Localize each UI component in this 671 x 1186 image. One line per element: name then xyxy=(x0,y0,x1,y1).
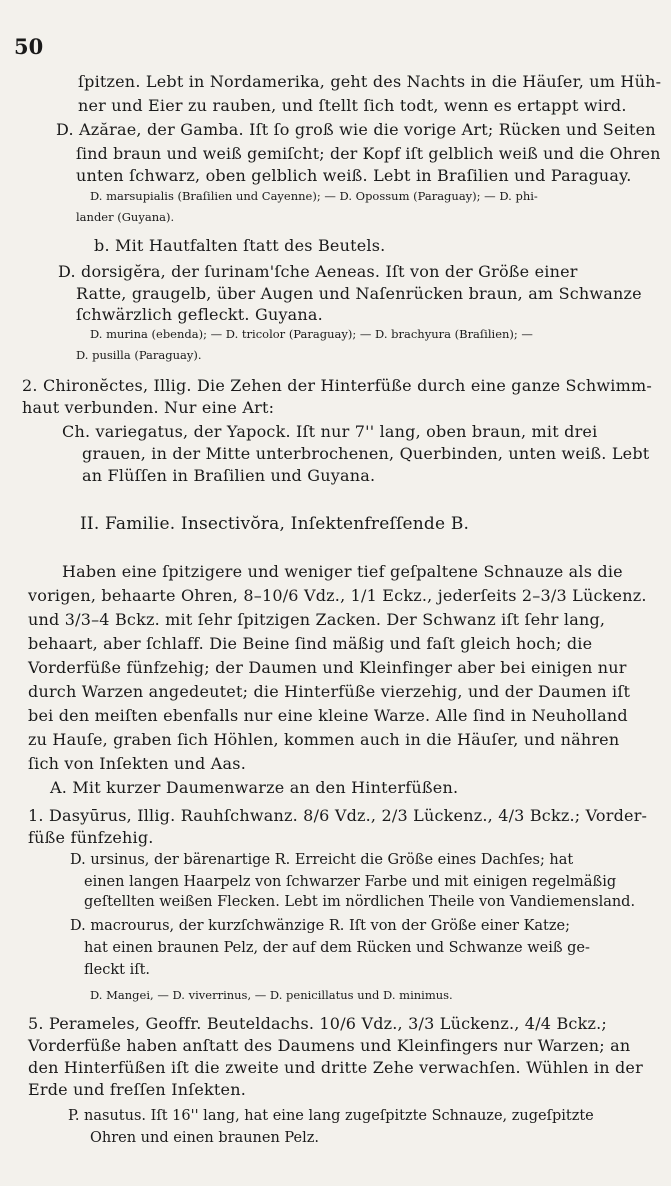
text-line: hat einen braunen Pelz, der auf dem Rücken und Schwanze weiß ge- xyxy=(84,940,590,956)
text-line: einen langen Haarpelz von ſchwarzer Farbe und mit einigen regelmäßig xyxy=(84,874,617,890)
text-line: Vorderfüße fünfzehig; der Daumen und Kleinfinger aber bei einigen nur xyxy=(28,658,627,677)
family-heading: II. Familie. Insectivŏra, Inſektenfreſſende B. xyxy=(80,514,470,534)
genus-entry: 2. Chironĕctes, Illig. Die Zehen der Hinterfüße durch eine ganze Schwimm- xyxy=(22,376,652,395)
text-line: zu Hauſe, graben ſich Höhlen, kommen auch in die Häuſer, und nähren xyxy=(28,730,620,749)
text-line: behaart, aber ſchlaff. Die Beine ſind mäßig und faſt gleich hoch; die xyxy=(28,634,593,653)
text-line: ner und Eier zu rauben, und ſtellt ſich todt, wenn es ertappt wird. xyxy=(78,96,627,115)
subsection-heading: b. Mit Hautfalten ſtatt des Beutels. xyxy=(94,236,386,255)
subsection-heading: A. Mit kurzer Daumenwarze an den Hinterfüßen. xyxy=(50,778,459,797)
page-number: 50 xyxy=(14,34,44,59)
text-line: durch Warzen angedeutet; die Hinterfüße vierzehig, und der Daumen iſt xyxy=(28,682,631,701)
species-list: D. murina (ebenda); — D. tricolor (Paraguay); — D. brachyura (Braſilien); — xyxy=(90,327,533,341)
text-line: unten ſchwarz, oben gelblich weiß. Lebt in Braſilien und Paraguay. xyxy=(76,166,632,185)
species-list: lander (Guyana). xyxy=(76,210,175,224)
text-line: grauen, in der Mitte unterbrochenen, Querbinden, unten weiß. Lebt xyxy=(82,444,650,463)
text-line: den Hinterfüßen iſt die zweite und dritte Zehe verwachſen. Wühlen in der xyxy=(28,1058,643,1077)
species-list: D. marsupialis (Braſilien und Cayenne); — D. Opossum (Paraguay); — D. phi- xyxy=(90,189,538,203)
species-entry: Ch. variegatus, der Yapock. Iſt nur 7'' lang, oben braun, mit drei xyxy=(62,422,598,441)
text-line: fleckt iſt. xyxy=(84,962,151,978)
species-list: D. pusilla (Paraguay). xyxy=(76,348,202,362)
text-line: ſind braun und weiß gemiſcht; der Kopf iſt gelblich weiß und die Ohren xyxy=(76,144,661,163)
text-line: Ohren und einen braunen Pelz. xyxy=(90,1130,319,1146)
text-line: füße fünfzehig. xyxy=(28,828,154,847)
text-line: ſchwärzlich gefleckt. Guyana. xyxy=(76,305,323,324)
species-entry: D. Azărae, der Gamba. Iſt ſo groß wie die vorige Art; Rücken und Seiten xyxy=(56,120,656,139)
text-line: haut verbunden. Nur eine Art: xyxy=(22,398,275,417)
text-line: an Flüſſen in Braſilien und Guyana. xyxy=(82,466,376,485)
text-line: Erde und freſſen Inſekten. xyxy=(28,1080,247,1099)
species-list: D. Mangei, — D. viverrinus, — D. penicillatus und D. minimus. xyxy=(90,988,453,1002)
text-line: vorigen, behaarte Ohren, 8–10/6 Vdz., 1/1 Eckz., jederſeits 2–3/3 Lückenz. xyxy=(28,586,647,605)
text-line: Ratte, graugelb, über Augen und Naſenrücken braun, am Schwanze xyxy=(76,284,642,303)
species-entry: D. macrourus, der kurzſchwänzige R. Iſt von der Größe einer Katze; xyxy=(70,918,570,934)
text-line: ſich von Inſekten und Aas. xyxy=(28,754,246,773)
text-line: ſpitzen. Lebt in Nordamerika, geht des Nachts in die Häuſer, um Hüh- xyxy=(78,72,662,91)
genus-entry: 1. Dasyūrus, Illig. Rauhſchwanz. 8/6 Vdz., 2/3 Lückenz., 4/3 Bckz.; Vorder- xyxy=(28,806,648,825)
species-entry: P. nasutus. Iſt 16'' lang, hat eine lang zugeſpitzte Schnauze, zugeſpitzte xyxy=(68,1108,594,1124)
species-entry: D. ursinus, der bärenartige R. Erreicht die Größe eines Dachſes; hat xyxy=(70,852,574,868)
species-entry: D. dorsigĕra, der ſurinam'ſche Aeneas. Iſt von der Größe einer xyxy=(58,262,578,281)
text-line: Haben eine ſpitzigere und weniger tief geſpaltene Schnauze als die xyxy=(62,562,623,581)
text-line: und 3/3–4 Bckz. mit ſehr ſpitzigen Zacken. Der Schwanz iſt ſehr lang, xyxy=(28,610,606,629)
text-line: bei den meiſten ebenfalls nur eine kleine Warze. Alle ſind in Neuholland xyxy=(28,706,628,725)
text-line: geſtellten weißen Flecken. Lebt im nördlichen Theile von Vandiemensland. xyxy=(84,894,636,910)
genus-entry: 5. Perameles, Geoffr. Beuteldachs. 10/6 Vdz., 3/3 Lückenz., 4/4 Bckz.; xyxy=(28,1014,607,1033)
text-line: Vorderfüße haben anſtatt des Daumens und Kleinfingers nur Warzen; an xyxy=(28,1036,631,1055)
